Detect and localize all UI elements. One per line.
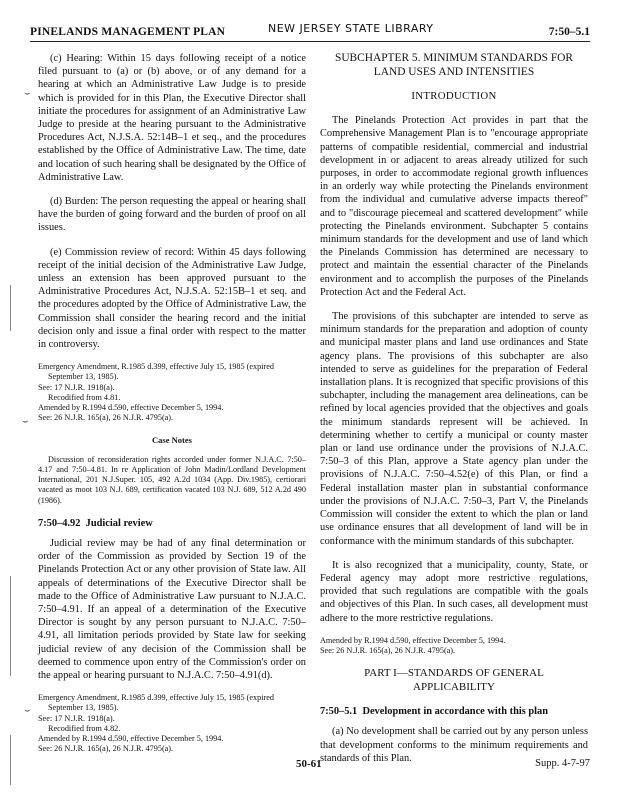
header-rule	[30, 41, 590, 42]
page-footer	[30, 758, 590, 774]
history-line: Amended by R.1994 d.590, effective December 5, 1994.	[38, 733, 224, 743]
library-stamp: NEW JERSEY STATE LIBRARY	[268, 22, 434, 35]
paragraph-commission-review: (e) Commission review of record: Within 45 days following receipt of the initial decision of the Administrative Law Judge, unless an extension has been approved pursuant to the Administrative Procedures Act, N.J.S.A. 52:15B–1 et seq. and the procedures adopted by the Office of Administrative Law, the Commission shall consider the hearing record and the initial decision only and issue a final order with respect to the matter in controversy.	[38, 246, 306, 351]
history-line: Recodified from 4.82.	[48, 723, 121, 733]
history-line: Amended by R.1994 d.590, effective December 5, 1994.	[320, 635, 506, 645]
history-line: Amended by R.1994 d.590, effective December 5, 1994.	[38, 403, 224, 413]
history-line: See: 26 N.J.R. 165(a), 26 N.J.R. 4795(a).	[320, 645, 456, 655]
history-line: See: 17 N.J.R. 1918(a).	[38, 382, 115, 392]
section-reference: 7:50–5.1	[548, 26, 590, 38]
section-title: Development in accordance with this plan	[362, 706, 549, 718]
margin-mark	[10, 576, 11, 676]
section-title: Judicial review	[85, 517, 153, 529]
paragraph-intro-2: The provisions of this subchapter are intended to serve as minimum standards for the preparation and adoption of county and municipal master plans and land use ordinances and State agency plans. The provisions of this subchapter are also intended to serve as guidelines for the preparation of Federal installation plans. It is recognized that specific provisions of this subchapter, including the management area delineations, can be refined by local agencies provided that the objectives and goals the minimum standards represent will be achieved. In determining whether to certify a municipal or county master plan or land use ordinance under the provisions of N.J.A.C. 7:50–3 of this Plan, approve a State agency plan under the provisions of N.J.A.C. 7:50–4.52(e) of this Plan, or find a Federal installation master plan in substantial conformance under the provisions of N.J.A.C. 7:50–3, Part V, the Pinelands Commission will consider the extent to which the plan or land use ordinance ensures that all development of land will be in conformance with the minimum standards of this subchapter.	[320, 311, 588, 547]
part-heading-line: PART I—STANDARDS OF GENERAL	[364, 667, 544, 680]
history-line: Recodified from 4.81.	[48, 392, 121, 402]
margin-mark	[10, 735, 11, 785]
history-line: See: 26 N.J.R. 165(a), 26 N.J.R. 4795(a).	[38, 744, 174, 754]
supplement-date: Supp. 4-7-97	[535, 758, 590, 769]
history-note	[38, 362, 306, 423]
margin-tick: ⌣	[22, 416, 29, 427]
case-notes-heading: Case Notes	[152, 435, 192, 446]
history-line: Emergency Amendment, R.1985 d.399, effective July 15, 1985 (expired	[38, 693, 274, 703]
page-header	[30, 22, 590, 42]
history-line: See: 26 N.J.R. 165(a), 26 N.J.R. 4795(a).	[38, 413, 174, 423]
margin-mark	[10, 285, 11, 331]
case-note: Discussion of reconsideration rights accorded under former N.J.A.C. 7:50–4.17 and 7:50–4.81. In re Application of John Madin/Lordland Development International, 201 N.J.Super. 105, 492 A.2d 1034 (App. Div.1985), certiorari vacated as moot 103 N.J. 689, certification vacated 103 N.J. 689, 512 A.2d 490 (1986).	[38, 454, 306, 505]
history-note	[38, 693, 306, 754]
running-head-title: PINELANDS MANAGEMENT PLAN	[30, 26, 226, 38]
section-heading-development	[320, 705, 588, 718]
history-line: September 13, 1985).	[48, 703, 119, 713]
left-column	[38, 52, 306, 754]
paragraph-hearing: (c) Hearing: Within 15 days following receipt of a notice filed pursuant to (a) or (b) above, or of any demand for a hearing at which an Administrative Law Judge is to preside which is provided for in this Plan, the Executive Director shall initiate the procedures for assignment of an Administrative Law Judge to preside at the hearing pursuant to the Administrative Procedures Act, N.J.S.A. 52:14B–1 et seq., and the procedures established by the Office of Administrative Law. The time, date and location of such hearing shall be designated by the Office of Administrative Law.	[38, 53, 306, 183]
paragraph-judicial-review: Judicial review may be had of any final determination or order of the Commission as provided by Section 19 of the Pinelands Protection Act or any other provision of State law. All appeals of determinations of the Executive Director shall be made to the Office of Administrative Law pursuant to N.J.A.C. 7:50–4.91. If an appeal of a determination of the Executive Director is sought by any person pursuant to N.J.A.C. 7:50–4.91, all limitation periods provided by State law for seeking judicial review of any decision of the Commission shall be deemed to commence upon entry of the Commission's order on the appeal or hearing pursuant to N.J.A.C. 7:50–4.91(d).	[38, 537, 306, 681]
history-line: See: 17 N.J.R. 1918(a).	[38, 713, 115, 723]
part-heading-line: APPLICABILITY	[413, 680, 495, 693]
section-heading-judicial-review	[38, 517, 306, 530]
subchapter-title	[320, 52, 588, 79]
margin-tick: ⌣	[24, 705, 31, 716]
part-heading	[320, 667, 588, 694]
right-column	[320, 52, 588, 765]
paragraph-development: (a) No development shall be carried out by any person unless that development conforms to the minimum requirements and standards of this Plan.	[320, 726, 588, 764]
page-number: 50-61	[296, 758, 322, 770]
history-line: September 13, 1985).	[48, 372, 119, 382]
paragraph-intro-3: It is also recognized that a municipality, county, State, or Federal agency may adopt more restrictive regulations, provided that such regulations are compatible with the goals and objectives of this Plan. In such cases, all development must adhere to the more restrictive regulations.	[320, 559, 588, 624]
section-number: 7:50–5.1	[320, 706, 358, 718]
history-note	[320, 636, 588, 656]
paragraph-burden: (d) Burden: The person requesting the appeal or hearing shall have the burden of going forward and the burden of proof on all issues.	[38, 196, 306, 234]
introduction-heading: INTRODUCTION	[411, 90, 497, 102]
subchapter-title-line: SUBCHAPTER 5. MINIMUM STANDARDS FOR	[334, 52, 573, 64]
history-line: Emergency Amendment, R.1985 d.399, effective July 15, 1985 (expired	[38, 362, 274, 372]
margin-tick: ⌣	[24, 88, 31, 99]
subchapter-title-line: LAND USES AND INTENSITIES	[373, 65, 535, 78]
paragraph-intro-1: The Pinelands Protection Act provides in part that the Comprehensive Management Plan is to "encourage appropriate patterns of compatible residential, commercial and industrial development in or adjacent to areas already utilized for such purposes, in order to accommodate regional growth influences in an orderly way while protecting the Pinelands environment from the individual and cumulative adverse impacts thereof" and to "discourage piecemeal and scattered development" while protecting the Pinelands environment. Subchapter 5 contains minimum standards for the development and use of land which the Pinelands Commission has determined are necessary to protect and maintain the essential character of the Pinelands environment and to accomplish the purposes of the Pinelands Protection Act and the Federal Act.	[320, 115, 588, 298]
section-number: 7:50–4.92	[38, 517, 81, 529]
